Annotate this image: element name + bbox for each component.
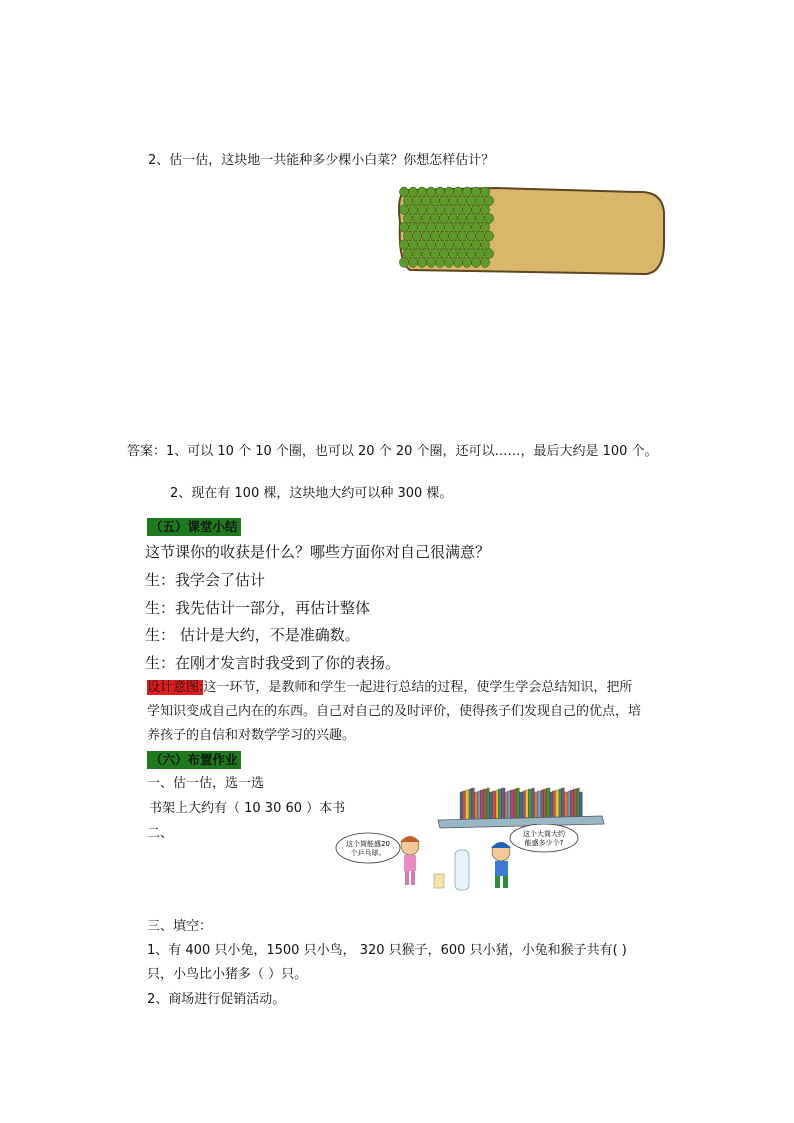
cabbage (444, 205, 453, 215)
cabbage (417, 222, 426, 232)
cabbage (475, 231, 484, 241)
cabbage (444, 257, 453, 267)
book-spine (528, 789, 532, 820)
cabbage (453, 187, 462, 197)
book-spine (546, 788, 550, 820)
cabbage (484, 213, 493, 223)
book-spines (460, 788, 582, 820)
book-spine (516, 788, 519, 820)
book-spine (507, 791, 510, 820)
cabbage (403, 213, 412, 223)
cabbage (457, 249, 466, 259)
kids-tube-illustration (334, 824, 584, 896)
cabbage (466, 213, 475, 223)
cabbage (399, 187, 408, 197)
book-spine (465, 790, 469, 820)
student-answer-1: 生：我学会了估计 (145, 571, 266, 589)
book-spine (552, 791, 555, 820)
cabbage (480, 222, 489, 232)
book-spine (505, 792, 507, 820)
cabbage (480, 240, 489, 250)
cabbage (430, 249, 439, 259)
cabbage (426, 187, 435, 197)
cabbage (403, 249, 412, 259)
cabbage (453, 257, 462, 267)
design-intent-line-1 (147, 679, 632, 697)
small-tube (434, 874, 444, 888)
cabbage (475, 196, 484, 206)
cabbage (480, 205, 489, 215)
fill-blank-1a: 1、有 400 只小兔，1500 只小鸟， 320 只猴子，600 只小猪，小兔和猴子共有( ) (147, 943, 627, 958)
cabbage (421, 249, 430, 259)
book-spine (579, 792, 582, 820)
cabbage (435, 187, 444, 197)
book-spine (568, 791, 570, 820)
cabbage (435, 205, 444, 215)
cabbage (471, 222, 480, 232)
cabbage (471, 205, 480, 215)
book-spine (487, 788, 489, 820)
bubble-right-line-2: 能盛多少个? (524, 839, 564, 847)
cabbage (471, 187, 480, 197)
cabbage (417, 257, 426, 267)
speech-bubble-left (336, 833, 400, 863)
answer-line-2: 2、现在有 100 棵，这块地大约可以种 300 棵。 (170, 486, 453, 501)
book-spine (474, 792, 478, 820)
cabbage (430, 231, 439, 241)
cabbage (421, 196, 430, 206)
book-spine (573, 789, 577, 820)
cabbage (439, 213, 448, 223)
cabbage (466, 249, 475, 259)
cabbage (408, 205, 417, 215)
book-spine (483, 789, 487, 820)
design-intent-label: 设计意图: (147, 680, 204, 695)
tall-tube (455, 850, 469, 890)
book-spine (510, 790, 514, 820)
design-intent-line-3: 养孩子的自信和对数学学习的兴趣。 (147, 728, 356, 743)
book-spine (460, 792, 462, 820)
cabbage (412, 196, 421, 206)
cabbage (408, 240, 417, 250)
book-spine (525, 790, 528, 820)
cabbage (439, 249, 448, 259)
book-spine (570, 790, 573, 820)
book-spine (541, 790, 543, 820)
book-spine (532, 788, 534, 820)
student-answer-2: 生：我先估计一部分，再估计整体 (145, 599, 371, 617)
design-intent-text-1: 这一环节，是教师和学生一起进行总结的过程，使学生学会总结知识，把所 (203, 680, 633, 695)
cabbage (444, 240, 453, 250)
homework-item-1-question: 书架上大约有（ 10 30 60 ）本书 (149, 801, 346, 816)
book-spine (469, 789, 471, 820)
cabbage (435, 257, 444, 267)
book-spine (498, 789, 501, 820)
cabbage (462, 205, 471, 215)
cabbage (426, 205, 435, 215)
book-spine (564, 792, 568, 820)
cabbage (475, 249, 484, 259)
cabbage (466, 231, 475, 241)
cabbage (439, 231, 448, 241)
cabbage (444, 187, 453, 197)
book-spine (471, 788, 474, 820)
cabbage (466, 196, 475, 206)
homework-item-3: 三、填空： (147, 919, 213, 934)
question-2: 2、估一估，这块地一共能种多少棵小白菜？你想怎样估计？ (148, 153, 495, 168)
book-spine (514, 789, 516, 820)
girl-figure (400, 836, 420, 885)
cabbage (453, 205, 462, 215)
book-spine (555, 790, 559, 820)
cabbage (462, 187, 471, 197)
cabbage (421, 231, 430, 241)
book-spine (550, 792, 552, 820)
cabbage (408, 222, 417, 232)
cabbage (448, 249, 457, 259)
cabbage (462, 240, 471, 250)
cabbage (484, 196, 493, 206)
cabbage (417, 240, 426, 250)
book-spine (534, 792, 537, 820)
bookshelf-illustration (436, 780, 606, 830)
homework-item-2: 二、 (147, 826, 174, 841)
cabbage (457, 196, 466, 206)
cabbage (435, 240, 444, 250)
cabbage (457, 213, 466, 223)
cabbage (399, 222, 408, 232)
cabbage (417, 187, 426, 197)
cabbage (435, 222, 444, 232)
cabbage (457, 231, 466, 241)
cabbage (412, 231, 421, 241)
cabbage (412, 213, 421, 223)
cabbage (399, 240, 408, 250)
design-intent-line-2: 学知识变成自己内在的东西。自己对自己的及时评价，使得孩子们发现自己的优点，培 (147, 704, 642, 719)
cabbage (399, 257, 408, 267)
cabbage (448, 231, 457, 241)
cabbage (448, 213, 457, 223)
cabbage (439, 196, 448, 206)
cabbage (462, 257, 471, 267)
cabbage (471, 257, 480, 267)
student-answer-4: 生：在刚才发言时我受到了你的表扬。 (145, 654, 401, 672)
cabbage (417, 205, 426, 215)
cabbage (426, 240, 435, 250)
cabbage-rows (399, 187, 493, 267)
book-spine (489, 792, 492, 820)
cabbage (426, 222, 435, 232)
book-spine (523, 791, 525, 820)
book-spine (462, 791, 465, 820)
bubble-right-line-1: 这个大筒大约 (523, 830, 565, 838)
book-spine (561, 788, 564, 820)
student-answer-3: 生： 估计是大约，不是准确数。 (145, 626, 360, 644)
book-spine (496, 790, 498, 820)
book-spine (492, 791, 496, 820)
cabbage (430, 196, 439, 206)
book-spine (537, 791, 541, 820)
summary-question: 这节课你的收获是什么？哪些方面你对自己很满意？ (145, 543, 491, 561)
cabbage (453, 240, 462, 250)
cabbage (426, 257, 435, 267)
book-spine (543, 789, 546, 820)
cabbage (480, 257, 489, 267)
cabbage (403, 231, 412, 241)
cabbage (430, 213, 439, 223)
homework-item-1: 一、估一估，选一选 (147, 776, 265, 791)
book-spine (480, 790, 483, 820)
book-spine (559, 789, 561, 820)
cabbage (480, 187, 489, 197)
cabbage (421, 213, 430, 223)
cabbage (412, 249, 421, 259)
section-5-heading: （五）课堂小结 (147, 518, 241, 536)
answer-line-1: 答案：1、可以 10 个 10 个圈，也可以 20 个 20 个圈，还可以……，最后大约是 100 个。 (127, 444, 658, 459)
book-spine (501, 788, 505, 820)
cabbage (448, 196, 457, 206)
section-6-heading: （六）布置作业 (147, 751, 241, 769)
cabbage (403, 196, 412, 206)
cabbage (471, 240, 480, 250)
fill-blank-2: 2、商场进行促销活动。 (147, 992, 286, 1007)
book-spine (478, 791, 480, 820)
cabbage (462, 222, 471, 232)
cabbage (444, 222, 453, 232)
cabbage (484, 249, 493, 259)
cabbage (475, 213, 484, 223)
book-spine (519, 792, 523, 820)
cabbage (408, 257, 417, 267)
cabbage (408, 187, 417, 197)
cabbage-field-illustration (396, 182, 668, 277)
bubble-left-line-2: 个乒乓球。 (350, 849, 386, 857)
cabbage (453, 222, 462, 232)
boy-figure (491, 842, 511, 888)
speech-bubble-right (510, 824, 578, 852)
bubble-left-line-1: 这个筒能盛20 (346, 840, 390, 848)
cabbage (484, 231, 493, 241)
cabbage (399, 205, 408, 215)
book-spine (577, 788, 579, 820)
fill-blank-1b: 只，小鸟比小猪多（ ）只。 (147, 967, 308, 982)
